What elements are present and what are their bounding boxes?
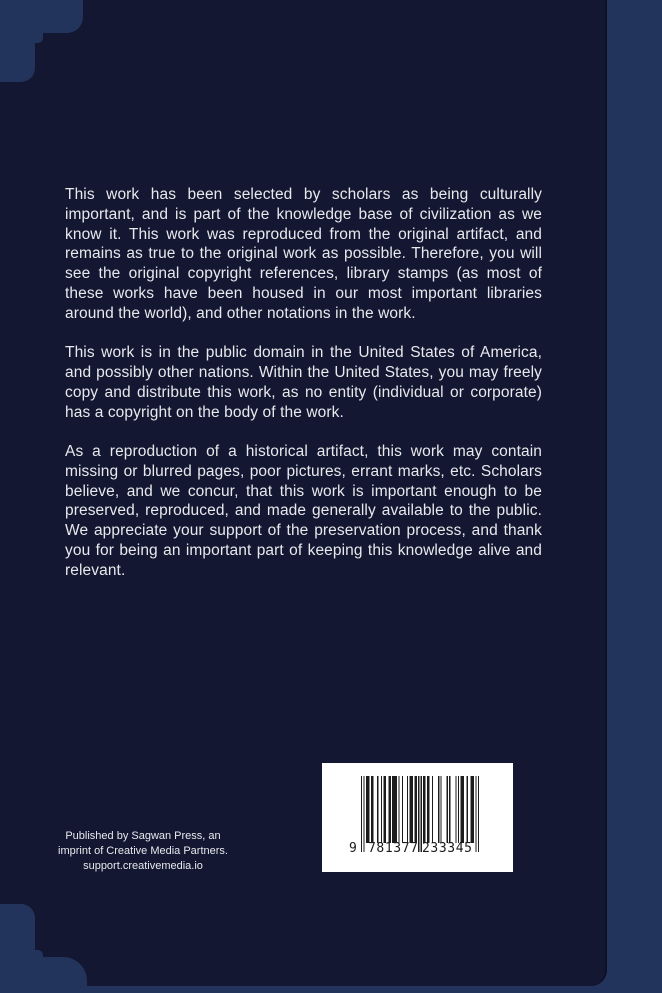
publisher-info	[23, 829, 263, 875]
barcode-digits-right: 233345	[422, 841, 473, 856]
right-edge-band	[607, 0, 662, 993]
publisher-support-url: support.creativemedia.io	[83, 860, 203, 873]
description-text	[65, 185, 542, 581]
publisher-line-2: imprint of Creative Media Partners.	[58, 845, 228, 858]
barcode-digit-lead: 9	[349, 841, 358, 856]
bottom-edge-band	[0, 986, 662, 993]
publisher-line-1: Published by Sagwan Press, an	[65, 830, 221, 842]
paragraph-public-domain: This work is in the public domain in the United States of America, and possibly other nations. Within the United States, you may freely copy and distribute this work, as no entity (individual or corporate) has a copyright on the body of the work.	[65, 344, 542, 421]
barcode-digits-left: 781377	[368, 841, 419, 856]
corner-step-tall-bottom-left	[0, 904, 35, 993]
paragraph-selected-by-scholars: This work has been selected by scholars as being culturally important, and is part of the knowledge base of civilization as we know it. This work was reproduced from the original artifact, and remains as true to the original work as possible. Therefore, you will see the original copyright references, library stamps (as most of these works have been housed in our most important libraries around the world), and other notations in the work.	[65, 186, 542, 322]
paragraph-reproduction-notice: As a reproduction of a historical artifact, this work may contain missing or blurred pages, poor pictures, errant marks, etc. Scholars believe, and we concur, that this work is important enough to be preserved, reproduced, and made generally available to the public. We appreciate your support of the preservation process, and thank you for being an important part of keeping this knowledge alive and relevant.	[65, 442, 542, 579]
corner-step-tall-top-left	[0, 0, 35, 82]
barcode	[322, 763, 513, 872]
